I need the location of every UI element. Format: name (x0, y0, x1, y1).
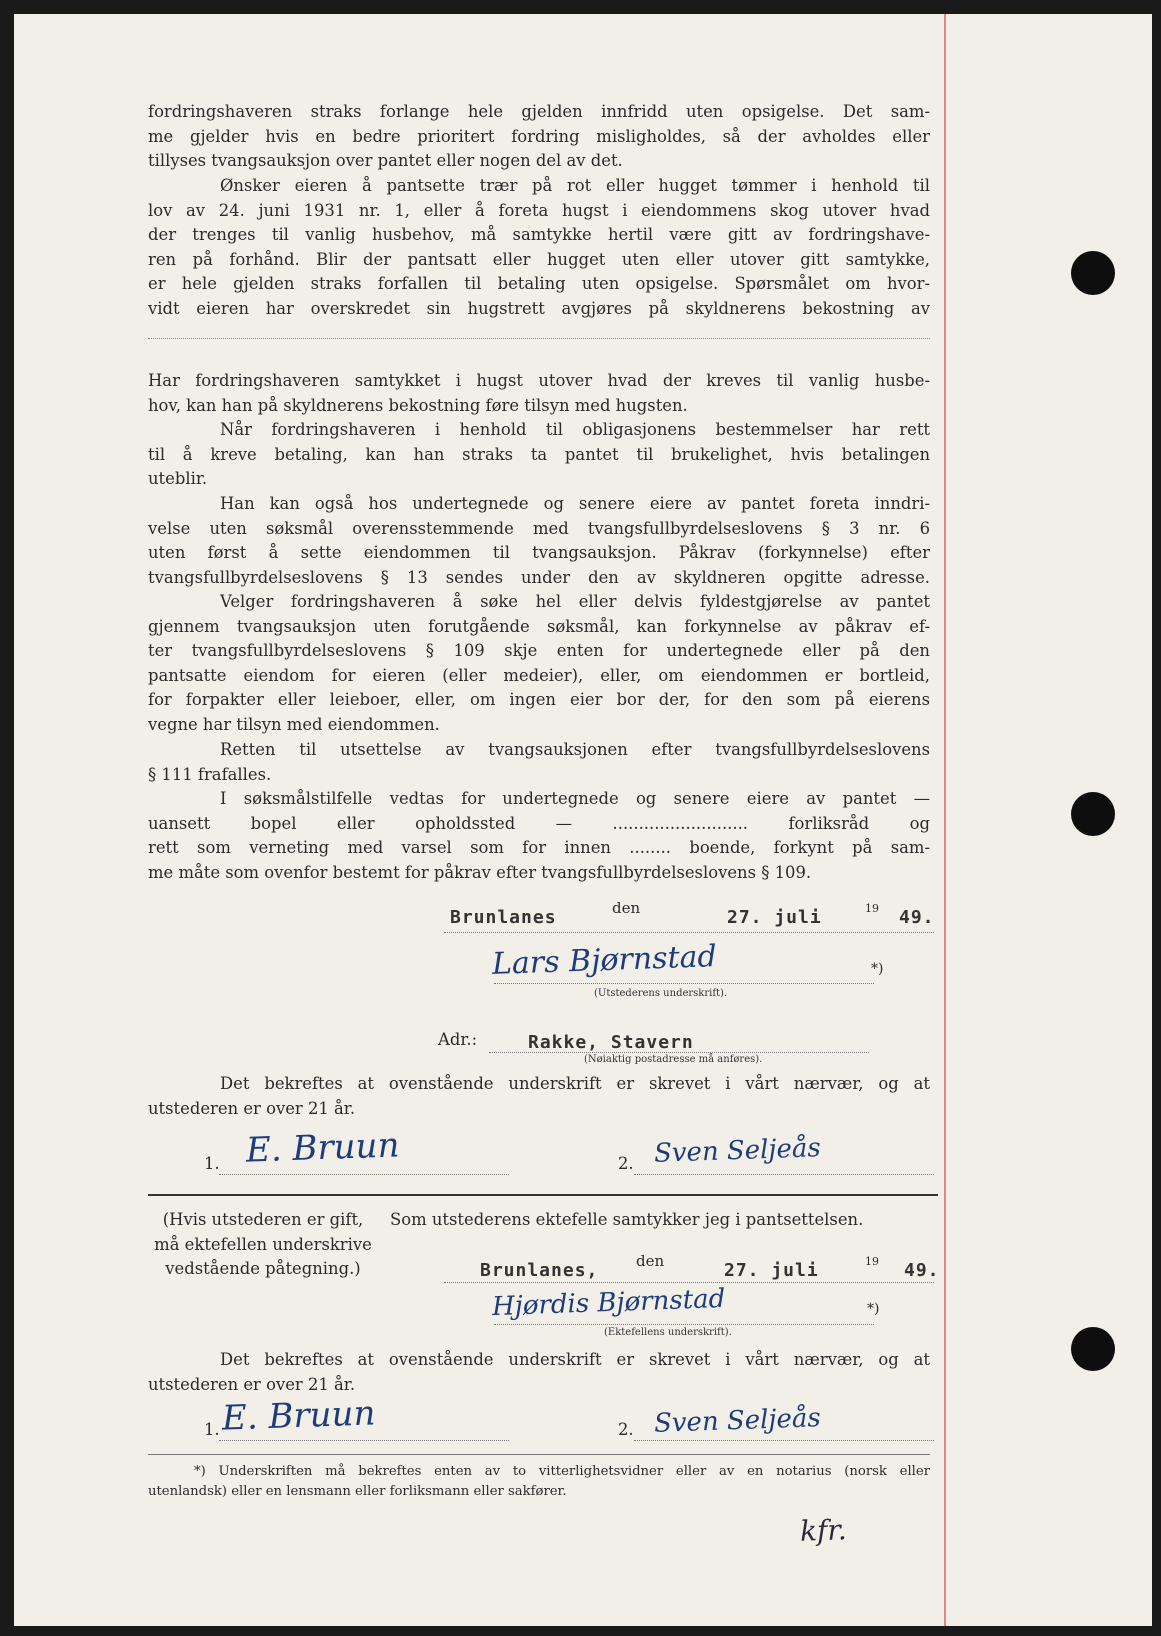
text-line: vedstående påtegning.) (165, 1259, 361, 1279)
text-line: Det bekreftes at ovenstående underskrift er skrevet i vårt nærvær, og at (220, 1350, 930, 1369)
signature-dotted-line (494, 983, 874, 984)
witness2-number-1: 1. (204, 1420, 220, 1439)
text-line: rett som verneting med varsel som for innen ........ boende, forkynt på sam- (148, 838, 930, 858)
century-label: 19 (865, 902, 879, 915)
witness-text-2 (148, 1348, 930, 1397)
text-line: ter tvangsfullbyrdelseslovens § 109 skje enten for undertegnede eller på den (148, 641, 930, 661)
text-line: Det bekreftes at ovenstående underskrift er skrevet i vårt nærvær, og at (220, 1074, 930, 1093)
witness-1-signature: E. Bruun (245, 1125, 401, 1171)
text-line: tillyses tvangsauksjon over pantet eller nogen del av det. (148, 151, 623, 171)
text-line: lov av 24. juni 1931 nr. 1, eller å foreta hugst i eiendommens skog utover hvad (148, 200, 930, 220)
handwritten-initials: kfr. (799, 1513, 848, 1548)
text-line: uten først å sette eiendommen til tvangsauksjon. Påkrav (forkynnelse) efter (148, 543, 930, 563)
text-line: Ønsker eieren å pantsette trær på rot eller hugget tømmer i henhold til (220, 176, 930, 195)
text-line: utstederen er over 21 år. (148, 1374, 356, 1394)
text-line: velse uten søksmål overensstemmende med tvangsfullbyrdelseslovens § 3 nr. 6 (148, 518, 930, 538)
paragraph-5 (148, 492, 930, 590)
section-divider (148, 1194, 938, 1196)
spouse-den-label: den (636, 1252, 665, 1270)
text-line: fordringshaveren straks forlange hele gjelden innfridd uten opsigelse. Det sam- (148, 102, 930, 121)
text-line: Retten til utsettelse av tvangsauksjonen efter tvangsfullbyrdelseslovens (220, 740, 930, 759)
spouse-place-name: Brunlanes, (480, 1260, 599, 1281)
text-line: me gjelder hvis en bedre prioritert fordring misligholdes, så der avholdes eller (148, 126, 930, 146)
text-line: Han kan også hos undertegnede og senere eiere av pantet foreta inndri- (220, 494, 930, 513)
witness-text-1 (148, 1072, 930, 1121)
text-line: uansett bopel eller opholdssted — .......................... forliksråd og (148, 813, 930, 833)
text-line: vegne har tilsyn med eiendommen. (148, 714, 440, 734)
document-page (14, 14, 1152, 1626)
text-line: utstederen er over 21 år. (148, 1098, 356, 1118)
witness-line-2 (634, 1174, 934, 1175)
text-line: er hele gjelden straks forfallen til betaling uten opsigelse. Spørsmålet om hvor- (148, 274, 930, 294)
dotted-fill-line (148, 338, 930, 339)
text-line: utenlandsk) eller en lensmann eller forliksmann eller sakfører. (148, 1484, 567, 1499)
address-value: Rakke, Stavern (528, 1032, 694, 1053)
spouse-date-day-month: 27. juli (724, 1260, 819, 1281)
paragraph-3 (148, 369, 930, 418)
punch-hole-middle (1071, 792, 1115, 836)
text-line: I søksmålstilfelle vedtas for undertegnede og senere eiere av pantet — (220, 789, 930, 808)
issuer-signature-caption: (Utstederens underskrift). (594, 988, 728, 999)
signature-asterisk: *) (871, 961, 884, 977)
text-line: gjennem tvangsauksjon uten forutgående søksmål, kan forkynnelse av påkrav ef- (148, 616, 930, 636)
text-line: tvangsfullbyrdelseslovens § 13 sendes under den av skyldneren opgitte adresse. (148, 567, 930, 587)
spouse-consent-text: Som utstederens ektefelle samtykker jeg i pantsettelsen. (390, 1210, 864, 1229)
witness-number-2: 2. (618, 1154, 634, 1173)
witness2-line-1 (219, 1440, 509, 1441)
spouse-signature: Hjørdis Bjørnstad (491, 1283, 726, 1323)
text-line: ren på forhånd. Blir der pantsatt eller hugget uten eller utover gitt samtykke, (148, 249, 930, 269)
paragraph-4 (148, 418, 930, 492)
text-line: der trenges til vanlig husbehov, må samtykke hertil være gitt av fordringshave- (148, 225, 930, 245)
spouse-date-year: 49. (904, 1260, 940, 1281)
footnote (148, 1462, 930, 1502)
text-line: Har fordringshaveren samtykket i hugst utover hvad der kreves til vanlig husbe- (148, 371, 930, 390)
text-line: (Hvis utstederen er gift, (162, 1210, 364, 1229)
text-line: Velger fordringshaveren å søke hel eller delvis fyldestgjørelse av pantet (220, 592, 930, 611)
text-line: Når fordringshaveren i henhold til obligasjonens bestemmelser har rett (220, 420, 930, 439)
text-line: vidt eieren har overskredet sin hugstrett avgjøres på skyldnerens bekostning av (148, 298, 930, 318)
address-caption: (Nøiaktig postadresse må anføres). (584, 1054, 763, 1065)
paragraph-7 (148, 738, 930, 787)
witness-number-1: 1. (204, 1154, 220, 1173)
spouse-signature-dotted-line (494, 1324, 874, 1325)
witness2-1-signature: E. Bruun (221, 1393, 377, 1439)
date-dotted-line (444, 932, 934, 933)
spouse-signature-asterisk: *) (867, 1301, 880, 1317)
spouse-signature-caption: (Ektefellens underskrift). (604, 1327, 732, 1338)
text-line: pantsatte eiendom for eieren (eller medeier), eller, om eiendommen er bortleid, (148, 665, 930, 685)
den-label: den (612, 899, 641, 917)
text-line: me måte som ovenfor bestemt for påkrav efter tvangsfullbyrdelseslovens § 109. (148, 862, 812, 882)
text-line: hov, kan han på skyldnerens bekostning føre tilsyn med hugsten. (148, 395, 688, 415)
paragraph-2 (148, 174, 930, 322)
date-day-month: 27. juli (727, 907, 822, 928)
spouse-date-dotted-line (444, 1282, 934, 1283)
text-line: for forpakter eller leieboer, eller, om ingen eier bor der, for den som på eierens (148, 690, 930, 710)
witness-2-signature: Sven Seljeås (653, 1133, 822, 1169)
spouse-century-label: 19 (865, 1255, 879, 1268)
text-line: § 111 frafalles. (148, 764, 272, 784)
text-line: til å kreve betaling, kan han straks ta pantet til brukelighet, hvis betalingen (148, 444, 930, 464)
text-line: uteblir. (148, 469, 208, 489)
footnote-divider (148, 1454, 930, 1455)
spouse-note (148, 1208, 378, 1282)
text-line: må ektefellen underskrive (154, 1234, 372, 1254)
paragraph-6 (148, 590, 930, 738)
witness-line-1 (219, 1174, 509, 1175)
issuer-signature: Lars Bjørnstad (491, 939, 718, 982)
witness2-number-2: 2. (618, 1420, 634, 1439)
witness2-line-2 (634, 1440, 934, 1441)
paragraph-8 (148, 787, 930, 885)
punch-hole-top (1071, 251, 1115, 295)
paragraph-1 (148, 100, 930, 174)
date-year: 49. (899, 907, 935, 928)
red-margin-line (944, 14, 946, 1626)
witness2-2-signature: Sven Seljeås (653, 1403, 822, 1439)
address-label: Adr.: (438, 1030, 478, 1049)
punch-hole-bottom (1071, 1327, 1115, 1371)
text-line: *) Underskriften må bekreftes enten av to vitterlighetsvidner eller av en notarius (norsk eller (194, 1464, 930, 1479)
place-name: Brunlanes (450, 907, 557, 928)
